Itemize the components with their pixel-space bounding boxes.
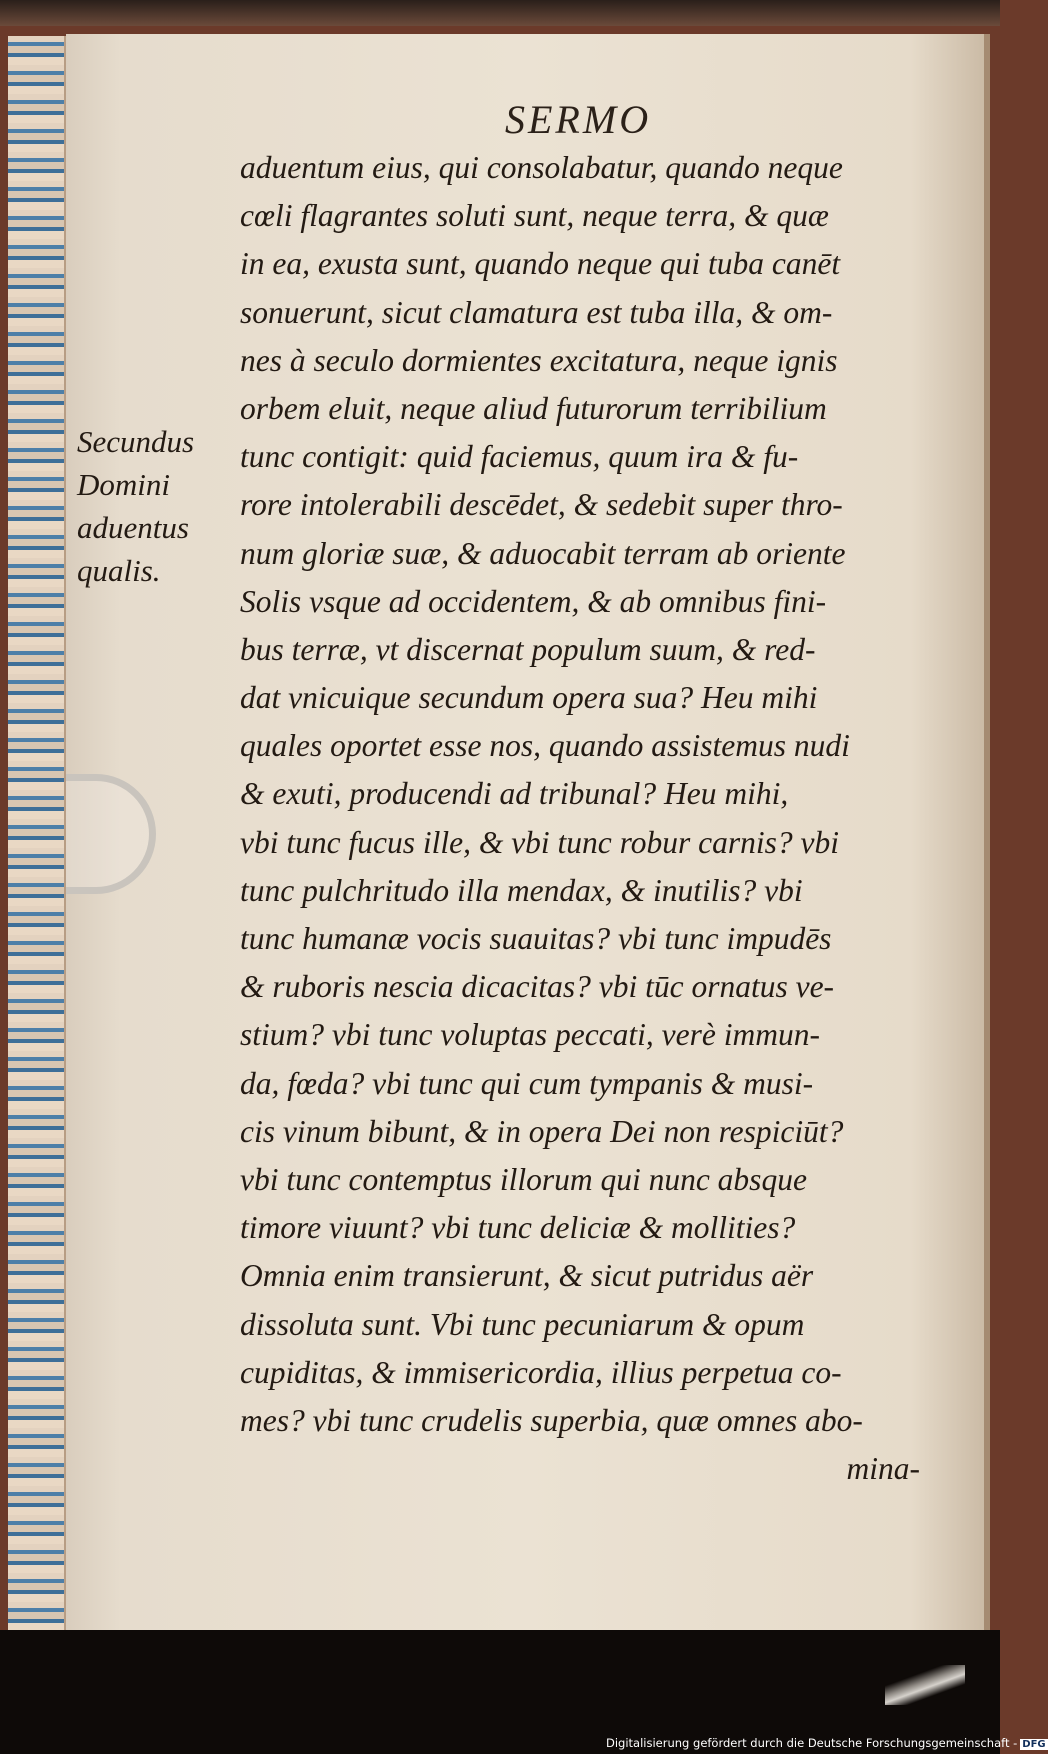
marginal-note: [77, 420, 237, 592]
body-text: [240, 144, 920, 1493]
text-line: nes à seculo dormientes excitatura, neque ignis: [240, 342, 838, 378]
text-line: & exuti, producendi ad tribunal? Heu mihi,: [240, 776, 789, 812]
text-line: vbi tunc fucus ille, & vbi tunc robur carnis? vbi: [240, 824, 839, 860]
text-line: stium? vbi tunc voluptas peccati, verè immun-: [240, 1017, 820, 1053]
catchword: mina-: [846, 1451, 920, 1487]
marginal-line: qualis.: [77, 553, 161, 588]
feather-icon: [885, 1665, 965, 1705]
text-line: da, fœda? vbi tunc qui cum tympanis & musi-: [240, 1065, 814, 1101]
text-line: tunc pulchritudo illa mendax, & inutilis? vbi: [240, 872, 803, 908]
text-line: num gloriæ suæ, & aduocabit terram ab oriente: [240, 535, 846, 571]
text-line: in ea, exusta sunt, quando neque qui tuba canēt: [240, 246, 841, 282]
credit-text: Digitalisierung gefördert durch die Deutsche Forschungsgemeinschaft -: [606, 1736, 1018, 1750]
marginal-line: aduentus: [77, 510, 189, 545]
text-line: Omnia enim transierunt, & sicut putridus aër: [240, 1258, 814, 1294]
text-line: bus terræ, vt discernat populum suum, & red-: [240, 631, 816, 667]
text-line: & ruboris nescia dicacitas? vbi tūc ornatus ve-: [240, 969, 835, 1005]
text-line: Solis vsque ad occidentem, & ab omnibus fini-: [240, 583, 827, 619]
text-line: orbem eluit, neque aliud futurorum terribilium: [240, 390, 827, 426]
text-line: tunc contigit: quid faciemus, quum ira & fu-: [240, 439, 799, 475]
text-line: quales oportet esse nos, quando assistemus nudi: [240, 728, 850, 764]
digitization-credit: [606, 1736, 1046, 1750]
marginal-line: Secundus: [77, 424, 195, 459]
text-line: dat vnicuique secundum opera sua? Heu mihi: [240, 680, 818, 716]
book-top-edge: [0, 0, 1000, 26]
text-line: sonuerunt, sicut clamatura est tuba illa, & om-: [240, 294, 833, 330]
text-line: timore viuunt? vbi tunc deliciæ & mollities?: [240, 1210, 796, 1246]
text-line: tunc humanæ vocis suauitas? vbi tunc impudēs: [240, 921, 832, 956]
page-clip: [66, 774, 156, 894]
text-line: cœli flagrantes soluti sunt, neque terra, & quæ: [240, 198, 829, 234]
text-line: cis vinum bibunt, & in opera Dei non respiciūt?: [240, 1113, 844, 1149]
text-line: mes? vbi tunc crudelis superbia, quæ omnes abo-: [240, 1402, 863, 1438]
book-edge-marbled: [8, 36, 66, 1640]
text-line: dissoluta sunt. Vbi tunc pecuniarum & opum: [240, 1306, 805, 1342]
text-line: rore intolerabili descēdet, & sedebit super thro-: [240, 487, 843, 523]
dfg-logo: DFG: [1022, 1739, 1046, 1750]
running-header: SERMO: [505, 97, 652, 142]
text-line: vbi tunc contemptus illorum qui nunc absque: [240, 1161, 807, 1197]
marginal-line: Domini: [77, 467, 170, 502]
text-line: aduentum eius, qui consolabatur, quando neque: [240, 150, 843, 185]
text-line: cupiditas, & immisericordia, illius perpetua co-: [240, 1354, 842, 1390]
